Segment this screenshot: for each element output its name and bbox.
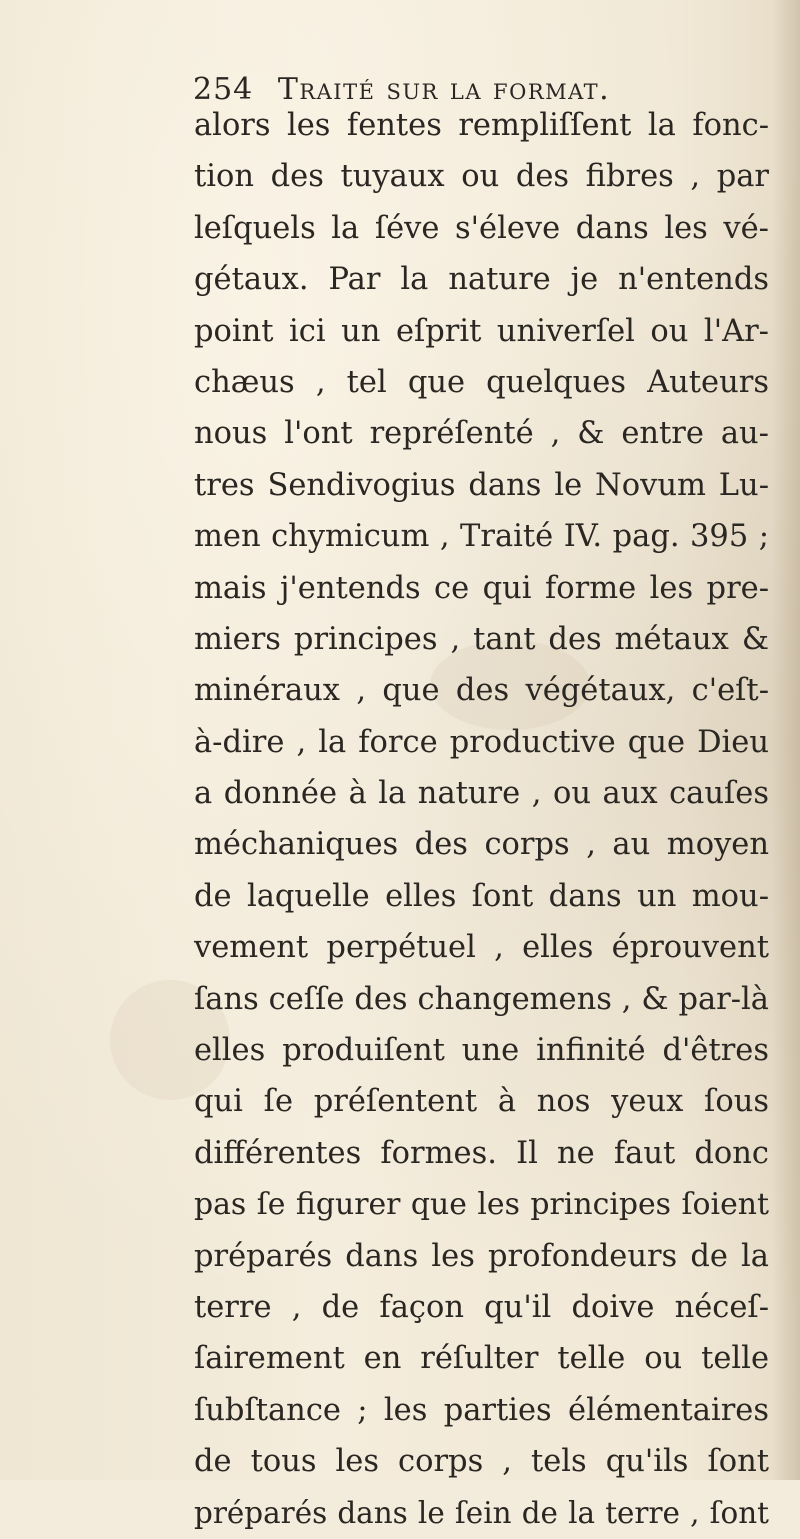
text-line: tion des tuyaux ou des fibres , par xyxy=(194,159,769,195)
text-line: ſans ceſſe des changemens , & par-là xyxy=(194,981,769,1017)
text-line: vement perpétuel , elles éprouvent xyxy=(194,930,769,966)
text-line: ſubſtance ; les parties élémentaires xyxy=(194,1392,769,1428)
text-line: a donnée à la nature , ou aux cauſes xyxy=(194,776,769,812)
text-line: différentes formes. Il ne faut donc xyxy=(194,1135,769,1171)
text-line: elles produiſent une infinité d'êtres xyxy=(194,1033,769,1069)
text-line: minéraux , que des végétaux, c'eſt- xyxy=(194,673,769,709)
body-text xyxy=(194,100,769,1539)
running-title: Traité sur la format. xyxy=(277,72,611,107)
text-line: préparés dans le ſein de la terre , ſont xyxy=(194,1495,769,1530)
text-line: ſairement en réſulter telle ou telle xyxy=(194,1341,769,1377)
text-line: qui ſe préſentent à nos yeux ſous xyxy=(194,1084,769,1120)
text-line: men chymicum , Traité IV. pag. 395 ; xyxy=(194,519,769,555)
text-line: méchaniques des corps , au moyen xyxy=(194,827,769,863)
text-line: terre , de façon qu'il doive néceſ- xyxy=(194,1289,769,1325)
text-line: miers principes , tant des métaux & xyxy=(194,621,769,657)
text-line: de tous les corps , tels qu'ils ſont xyxy=(194,1444,769,1480)
text-line: tres Sendivogius dans le Novum Lu- xyxy=(194,467,769,503)
page-edge-shadow xyxy=(772,0,800,1480)
text-line: préparés dans les profondeurs de la xyxy=(194,1238,769,1274)
page-number: 254 xyxy=(193,72,254,107)
text-line: mais j'entends ce qui forme les pre- xyxy=(194,570,769,606)
text-line: point ici un eſprit univerſel ou l'Ar- xyxy=(194,313,769,349)
text-line: de laquelle elles ſont dans un mou- xyxy=(194,878,769,914)
text-line: à-dire , la force productive que Dieu xyxy=(194,724,769,760)
text-line: pas ſe figurer que les principes ſoient xyxy=(194,1187,769,1223)
text-line: leſquels la ſéve s'éleve dans les vé- xyxy=(194,210,769,246)
text-line: chæus , tel que quelques Auteurs xyxy=(194,364,769,400)
text-line: gétaux. Par la nature je n'entends xyxy=(194,262,769,298)
text-line: alors les fentes rempliſſent la fonc- xyxy=(194,108,769,143)
text-line: nous l'ont repréſenté , & entre au- xyxy=(194,416,769,452)
